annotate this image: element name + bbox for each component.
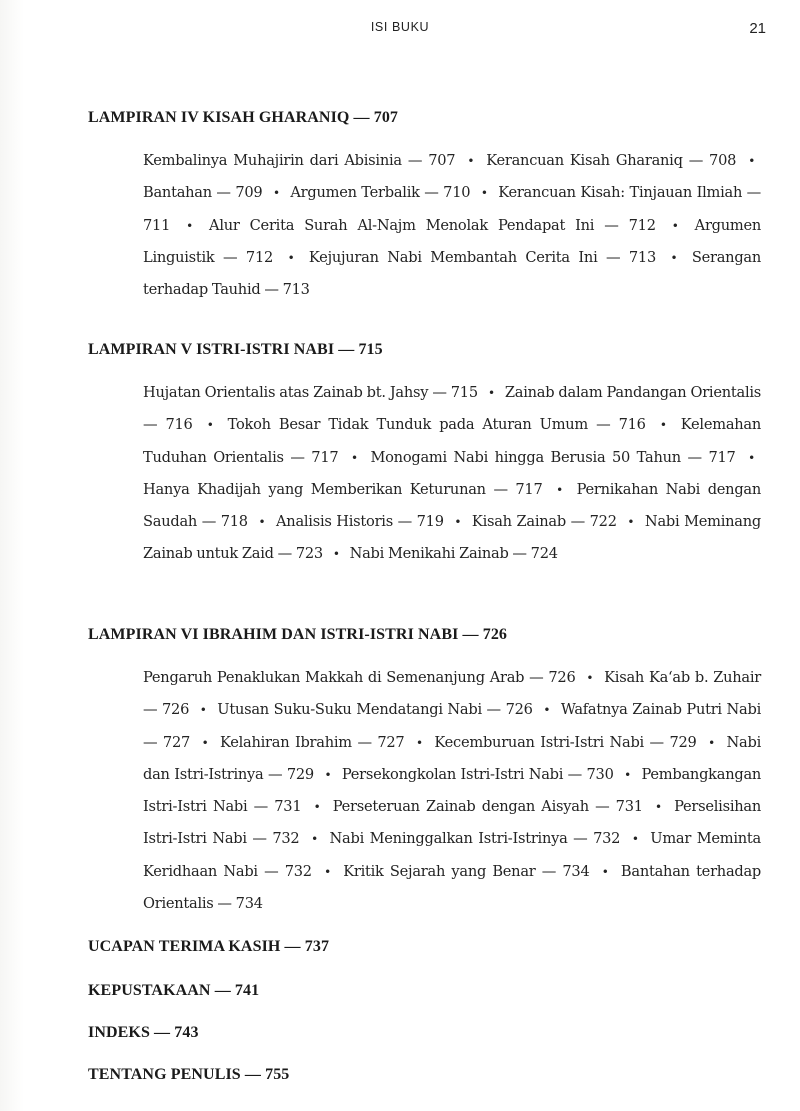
bullet-separator: • bbox=[416, 735, 423, 750]
toc-subentry[interactable]: Kisah Zainab — 722 bbox=[471, 513, 617, 531]
bullet-separator: • bbox=[670, 250, 678, 265]
toc-subentry[interactable]: Argumen Linguistik — 712 bbox=[143, 216, 762, 266]
bullet-separator: • bbox=[708, 735, 715, 750]
toc-entry-lampiran-iv[interactable]: LAMPIRAN IV KISAH GHARANIQ — 707 bbox=[88, 109, 399, 126]
bullet-separator: • bbox=[201, 735, 209, 750]
toc-subentry[interactable]: Perseteruan Zainab dengan Aisyah — 731 bbox=[332, 798, 643, 816]
toc-subentry[interactable]: Kritik Sejarah yang Benar — 734 bbox=[343, 862, 590, 880]
bullet-separator: • bbox=[487, 386, 495, 400]
toc-subentry[interactable]: Nabi Meninggalkan Istri-Istrinya — 732 bbox=[329, 830, 621, 848]
toc-entry-indeks[interactable]: INDEKS — 743 bbox=[88, 1024, 199, 1041]
toc-entry-lampiran-vi[interactable]: LAMPIRAN VI IBRAHIM DAN ISTRI-ISTRI NABI — 726 bbox=[88, 626, 508, 643]
toc-subentry[interactable]: Bantahan — 709 bbox=[143, 184, 263, 202]
bullet-separator: • bbox=[748, 450, 755, 465]
toc-subentry[interactable]: Monogami Nabi hingga Berusia 50 Tahun — 717 bbox=[370, 448, 736, 466]
bullet-separator: • bbox=[258, 515, 266, 530]
page-number: 21 bbox=[749, 20, 766, 37]
bullet-separator: • bbox=[332, 547, 340, 562]
toc-subentry[interactable]: Kejujuran Nabi Membantah Cerita Ini — 713 bbox=[308, 248, 656, 266]
bullet-separator: • bbox=[586, 671, 594, 685]
bullet-separator: • bbox=[287, 250, 295, 265]
bullet-separator: • bbox=[311, 832, 318, 847]
bullet-separator: • bbox=[480, 186, 488, 201]
toc-subentry[interactable]: Analisis Historis — 719 bbox=[276, 513, 444, 531]
toc-subentry[interactable]: Nabi dan Istri-Istrinya — 729 bbox=[143, 733, 761, 783]
toc-subentry[interactable]: Argumen Terbalik — 710 bbox=[290, 184, 471, 202]
bullet-separator: • bbox=[199, 703, 207, 718]
toc-subentry[interactable]: Nabi Menikahi Zainab — 724 bbox=[349, 545, 558, 563]
bullet-separator: • bbox=[631, 832, 639, 847]
bullet-separator: • bbox=[351, 450, 358, 465]
bullet-separator: • bbox=[659, 418, 667, 433]
toc-entry-lampiran-v[interactable]: LAMPIRAN V ISTRI-ISTRI NABI — 715 bbox=[88, 341, 383, 358]
toc-subentry[interactable]: Tokoh Besar Tidak Tunduk pada Aturan Umum — 716 bbox=[227, 416, 646, 434]
bullet-separator: • bbox=[467, 154, 475, 168]
toc-subentries-lampiran-iv bbox=[143, 145, 761, 306]
bullet-separator: • bbox=[454, 515, 462, 530]
toc-subentry[interactable]: Zainab dalam Pandangan Orientalis — 716 bbox=[143, 384, 762, 434]
toc-subentry[interactable]: Kisah Ka‘ab b. Zuhair — 726 bbox=[143, 669, 762, 719]
toc-subentry[interactable]: Umar Meminta Keridhaan Nabi — 732 bbox=[143, 830, 761, 880]
toc-subentry[interactable]: Wafatnya Zainab Putri Nabi — 727 bbox=[143, 701, 761, 751]
toc-subentry[interactable]: Kerancuan Kisah Gharaniq — 708 bbox=[486, 152, 737, 169]
toc-subentry[interactable]: Kelemahan Tuduhan Orientalis — 717 bbox=[143, 416, 762, 466]
running-head: ISI BUKU bbox=[370, 20, 430, 34]
bullet-separator: • bbox=[556, 482, 563, 497]
toc-subentry[interactable]: Hanya Khadijah yang Memberikan Keturunan — 717 bbox=[143, 480, 543, 498]
toc-subentry[interactable]: Hujatan Orientalis atas Zainab bt. Jahsy — 715 bbox=[143, 384, 478, 401]
bullet-separator: • bbox=[313, 800, 321, 815]
toc-entry-tentang-penulis[interactable]: TENTANG PENULIS — 755 bbox=[88, 1066, 290, 1083]
toc-subentries-lampiran-v bbox=[143, 377, 761, 571]
toc-subentry[interactable]: Kerancuan Kisah: Tinjauan Ilmiah — 711 bbox=[143, 184, 761, 234]
toc-subentry[interactable]: Serangan terhadap Tauhid — 713 bbox=[143, 248, 762, 299]
toc-subentry[interactable]: Alur Cerita Surah Al-Najm Menolak Pendapat Ini — 712 bbox=[209, 216, 656, 234]
toc-entry-kepustakaan[interactable]: KEPUSTAKAAN — 741 bbox=[88, 982, 260, 999]
toc-subentry[interactable]: Pernikahan Nabi dengan Saudah — 718 bbox=[143, 480, 762, 531]
toc-subentry[interactable]: Perselisihan Istri-Istri Nabi — 732 bbox=[143, 798, 762, 848]
bullet-separator: • bbox=[543, 703, 551, 718]
toc-subentry[interactable]: Pengaruh Penaklukan Makkah di Semenanjung Arab — 726 bbox=[143, 669, 576, 686]
bullet-separator: • bbox=[272, 186, 280, 201]
bullet-separator: • bbox=[671, 218, 679, 233]
bullet-separator: • bbox=[748, 154, 756, 168]
bullet-separator: • bbox=[324, 864, 331, 879]
toc-subentry[interactable]: Bantahan terhadap Orientalis — 734 bbox=[143, 862, 762, 913]
toc-subentry[interactable]: Kelahiran Ibrahim — 727 bbox=[219, 733, 405, 751]
toc-subentry[interactable]: Utusan Suku-Suku Mendatangi Nabi — 726 bbox=[217, 701, 533, 719]
toc-subentry[interactable]: Persekongkolan Istri-Istri Nabi — 730 bbox=[341, 765, 614, 783]
bullet-separator: • bbox=[601, 864, 609, 879]
bullet-separator: • bbox=[324, 767, 332, 782]
toc-subentry[interactable]: Pembangkangan Istri-Istri Nabi — 731 bbox=[143, 765, 762, 816]
bullet-separator: • bbox=[186, 218, 193, 233]
toc-subentry[interactable]: Kecemburuan Istri-Istri Nabi — 729 bbox=[434, 733, 697, 751]
toc-subentry[interactable]: Nabi Meminang Zainab untuk Zaid — 723 bbox=[143, 513, 761, 563]
bullet-separator: • bbox=[206, 418, 214, 433]
bullet-separator: • bbox=[655, 800, 662, 815]
bullet-separator: • bbox=[624, 767, 631, 782]
toc-entry-ucapan-terima-kasih[interactable]: UCAPAN TERIMA KASIH — 737 bbox=[88, 938, 330, 955]
bullet-separator: • bbox=[627, 515, 635, 530]
toc-subentry[interactable]: Kembalinya Muhajirin dari Abisinia — 707 bbox=[143, 152, 456, 169]
toc-subentries-lampiran-vi bbox=[143, 662, 761, 920]
